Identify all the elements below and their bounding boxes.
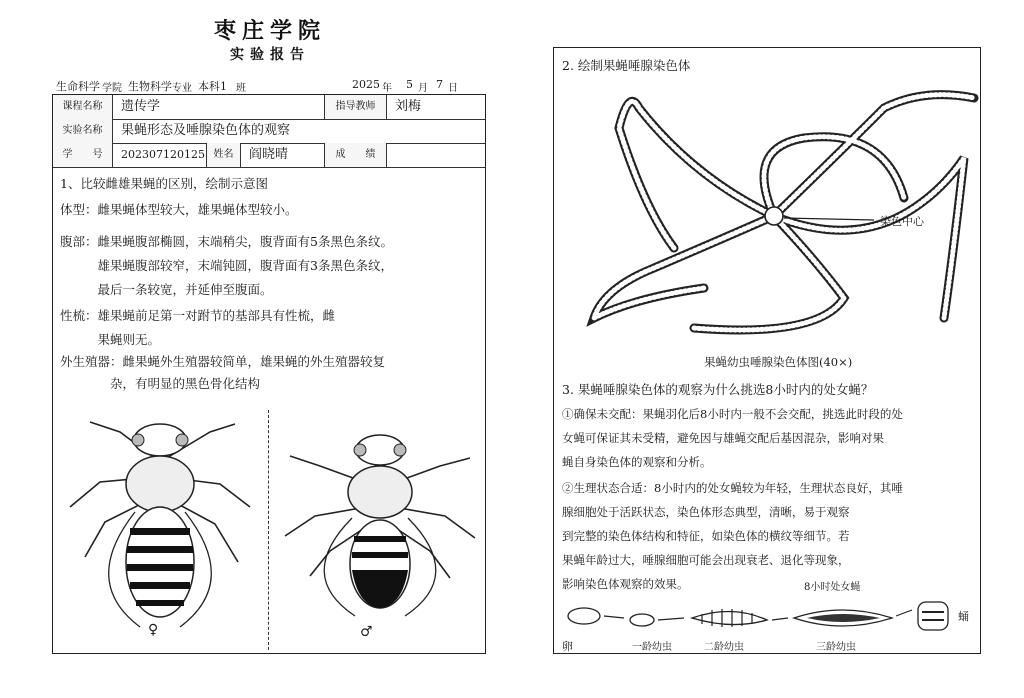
table-row bbox=[53, 95, 485, 120]
date-year: 2025 bbox=[352, 78, 380, 91]
exp-label: 实验名称 bbox=[53, 119, 113, 143]
content-line-1: 1、比较雌雄果蝇的区别，绘制示意图 bbox=[60, 176, 268, 191]
college-suffix: 学院 bbox=[102, 83, 122, 94]
male-fly-drawing bbox=[280, 426, 480, 634]
name-value: 阎晓晴 bbox=[241, 143, 325, 167]
date-month-suffix: 月 bbox=[418, 83, 428, 94]
major-suffix: 专业 bbox=[172, 83, 192, 94]
date-year-suffix: 年 bbox=[382, 83, 392, 94]
date-month: 5 bbox=[406, 78, 413, 91]
content-line-8: 外生殖器：雌果蝇外生殖器较简单，雄果蝇的外生殖器较复 bbox=[60, 354, 386, 369]
stage-third-instar: 三龄幼虫 bbox=[816, 642, 856, 653]
content-line-9: 杂，有明显的黑色骨化结构 bbox=[60, 376, 261, 391]
life-cycle-drawing bbox=[562, 596, 976, 642]
course-label: 课程名称 bbox=[53, 95, 113, 119]
major-value: 生物科学 bbox=[128, 80, 172, 93]
polytene-chromosome-drawing bbox=[584, 88, 984, 350]
college-value: 生命科学 bbox=[56, 80, 100, 93]
stage-egg: 卵 bbox=[562, 640, 573, 653]
content-line-2: 体型：雌果蝇体型较大，雄果蝇体型较小。 bbox=[60, 202, 298, 217]
content-line-3: 腹部：雌果蝇腹部椭圆，末端稍尖，腹背面有5条黑色条纹。 bbox=[60, 234, 393, 249]
name-label: 姓名 bbox=[207, 143, 241, 167]
q3-line-5: ②生理状态合适：8小时内的处女蝇较为年轻，生理状态良好，其唾 bbox=[562, 481, 903, 495]
report-title: 实验报告 bbox=[230, 47, 310, 63]
report-page-right bbox=[553, 47, 981, 654]
chromosome-heading: 2. 绘制果蝇唾腺染色体 bbox=[562, 58, 691, 73]
exp-value: 果蝇形态及唾腺染色体的观察 bbox=[121, 123, 291, 138]
stage-virgin: 8小时处女蝇 bbox=[804, 582, 861, 593]
class-value: 本科1 bbox=[198, 80, 227, 93]
date-day: 7 bbox=[436, 78, 443, 91]
chromocenter-label: 染色中心 bbox=[880, 215, 924, 228]
teacher-value: 刘梅 bbox=[395, 99, 422, 114]
class-suffix: 班 bbox=[236, 83, 246, 94]
stage-first-instar: 一龄幼虫 bbox=[632, 642, 672, 653]
q3-line-7: 到完整的染色体结构和特征，如染色体的横纹等细节。若 bbox=[562, 529, 850, 543]
table-row bbox=[53, 119, 485, 144]
score-label: 成 绩 bbox=[325, 143, 387, 167]
table-row bbox=[53, 143, 485, 168]
male-symbol: ♂ bbox=[360, 624, 373, 640]
content-line-7: 果蝇则无。 bbox=[60, 332, 161, 347]
q3-line-6: 腺细胞处于活跃状态，染色体形态典型，清晰，易于观察 bbox=[562, 505, 850, 519]
school-title: 枣庄学院 bbox=[213, 18, 326, 44]
stage-second-instar: 二龄幼虫 bbox=[704, 642, 744, 653]
id-label: 学 号 bbox=[53, 143, 113, 167]
stage-pupa: 蛹 bbox=[958, 610, 969, 623]
content-line-4: 雄果蝇腹部较窄，末端钝圆，腹背面有3条黑色条纹， bbox=[60, 258, 393, 273]
q3-line-1: 3. 果蝇唾腺染色体的观察为什么挑选8小时内的处女蝇？ bbox=[562, 382, 874, 397]
class-line bbox=[56, 78, 486, 94]
content-line-5: 最后一条较宽，并延伸至腹面。 bbox=[60, 282, 273, 297]
q3-line-2: ①确保未交配：果蝇羽化后8小时内一般不会交配，挑选此时段的处 bbox=[562, 407, 903, 421]
course-value: 遗传学 bbox=[113, 95, 325, 119]
q3-line-3: 女蝇可保证其未受精，避免因与雄蝇交配后基因混杂，影响对果 bbox=[562, 431, 884, 445]
female-fly-drawing bbox=[60, 412, 260, 644]
q3-line-4: 蝇自身染色体的观察和分析。 bbox=[562, 455, 712, 469]
teacher-label: 指导教师 bbox=[325, 95, 387, 119]
q3-line-9: 影响染色体观察的效果。 bbox=[562, 577, 689, 591]
id-value: 202307120125 bbox=[113, 143, 207, 167]
q3-line-8: 果蝇年龄过大，唾腺细胞可能会出现衰老、退化等现象， bbox=[562, 553, 850, 567]
date-day-suffix: 日 bbox=[448, 83, 458, 94]
content-line-6: 性梳：雄果蝇前足第一对跗节的基部具有性梳，雌 bbox=[60, 308, 336, 323]
score-value bbox=[387, 143, 484, 167]
divider-dashed bbox=[268, 410, 269, 650]
figure-caption: 果蝇幼虫唾腺染色体图(40×) bbox=[704, 355, 853, 369]
female-symbol: ♀ bbox=[148, 622, 159, 638]
